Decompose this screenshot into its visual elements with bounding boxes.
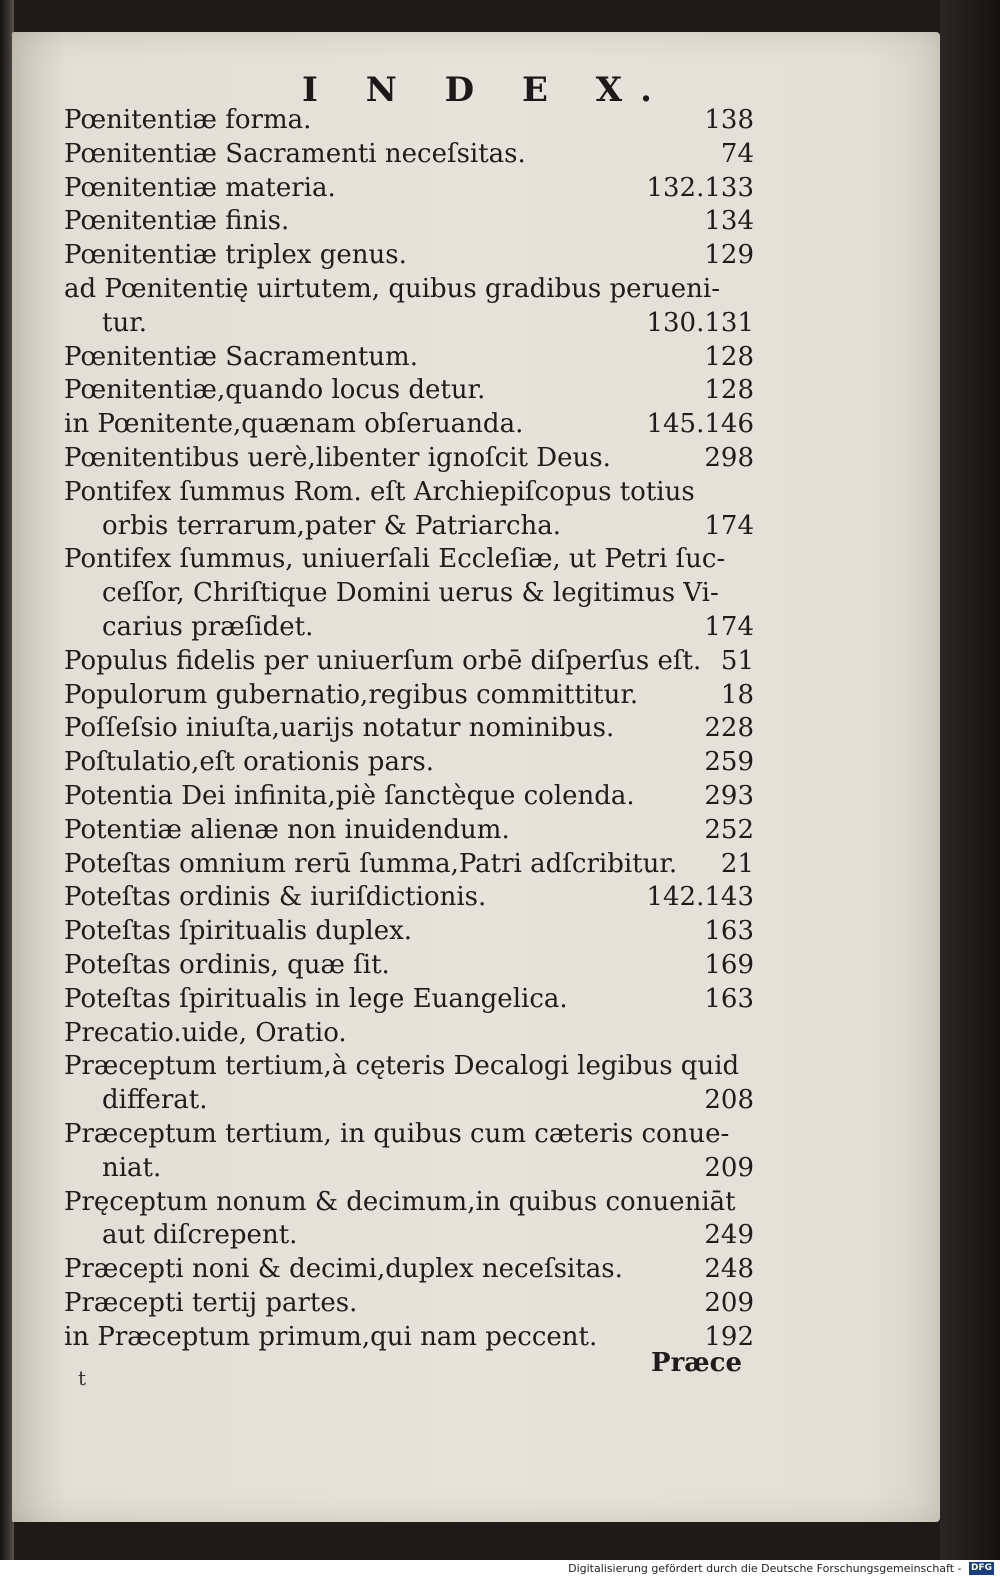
entry-continuation-line <box>64 577 754 611</box>
index-entry <box>64 1253 754 1287</box>
entry-text: Pœnitentiæ,quando locus detur. <box>64 375 486 406</box>
index-entry <box>64 442 754 476</box>
entry-page-number: 128 <box>704 341 754 372</box>
entry-continuation-line <box>64 611 754 645</box>
entry-text: Poteſtas ordinis, quæ ſit. <box>64 949 390 980</box>
index-entry <box>64 374 754 408</box>
signature-mark: t <box>78 1366 87 1390</box>
entry-page-number: 259 <box>704 747 754 778</box>
entry-text: Pœnitentiæ materia. <box>64 172 336 203</box>
index-entry <box>64 780 754 814</box>
entry-text: Poteſtas omnium rerū ſumma,Patri adſcribitur. <box>64 848 678 879</box>
index-entry <box>64 104 754 138</box>
entry-text: in Præceptum primum,qui nam peccent. <box>64 1321 598 1352</box>
entry-page-number: 130.131 <box>646 307 754 338</box>
entry-page-number: 174 <box>704 611 754 642</box>
entry-continuation-line <box>64 307 754 341</box>
entry-text: Precatio.uide, Oratio. <box>64 1017 347 1048</box>
entry-page-number: 21 <box>720 848 754 879</box>
entry-text: Pœnitentiæ finis. <box>64 206 290 237</box>
entry-text: Potentia Dei infinita,piè ſanctèque colenda. <box>64 780 635 811</box>
entry-text: ad Pœnitentię uirtutem, quibus gradibus perueni- <box>64 273 720 304</box>
entry-text: Populorum gubernatio,regibus committitur. <box>64 679 639 710</box>
entry-page-number: 163 <box>704 983 754 1014</box>
entry-text: Potentiæ alienæ non inuidendum. <box>64 814 510 845</box>
entry-text: Poteſtas ſpiritualis in lege Euangelica. <box>64 983 568 1014</box>
index-entry <box>64 205 754 239</box>
index-entry <box>64 1287 754 1321</box>
entry-line <box>64 645 754 679</box>
entry-page-number: 209 <box>704 1152 754 1183</box>
entry-text: orbis terrarum,pater & Patriarcha. <box>102 510 562 541</box>
catchword: Præce <box>651 1348 742 1378</box>
entry-continuation-line <box>64 1219 754 1253</box>
index-entry <box>64 814 754 848</box>
index-entry <box>64 1050 754 1118</box>
entry-line <box>64 679 754 713</box>
entry-text: tur. <box>102 307 148 338</box>
entry-page-number: 293 <box>704 780 754 811</box>
entry-line <box>64 1017 754 1051</box>
entry-page-number: 252 <box>704 814 754 845</box>
index-entry <box>64 172 754 206</box>
entry-page-number: 74 <box>720 138 754 169</box>
entry-text: Præceptum tertium,à cęteris Decalogi legibus quid <box>64 1051 740 1082</box>
entry-page-number: 163 <box>704 916 754 947</box>
entry-text: Pœnitentibus uerè,libenter ignoſcit Deus. <box>64 442 611 473</box>
entry-text: Præcepti noni & decimi,duplex neceſsitas. <box>64 1254 623 1285</box>
entry-line <box>64 915 754 949</box>
entry-line <box>64 1253 754 1287</box>
entry-text: carius præſidet. <box>102 611 314 642</box>
entry-line <box>64 1186 754 1220</box>
entry-line <box>64 746 754 780</box>
index-entry <box>64 848 754 882</box>
entry-text: ceſſor, Chriſtique Domini uerus & legitimus Vi- <box>102 578 719 609</box>
entry-text: Pontifex ſummus Rom. eſt Archiepiſcopus totius <box>64 476 695 507</box>
index-entry <box>64 645 754 679</box>
entry-page-number: 249 <box>704 1220 754 1251</box>
index-entry <box>64 983 754 1017</box>
index-entry <box>64 679 754 713</box>
entry-text: Pœnitentiæ triplex genus. <box>64 240 407 271</box>
index-entry <box>64 915 754 949</box>
entry-line <box>64 814 754 848</box>
entry-text: Pręceptum nonum & decimum,in quibus conueniāt <box>64 1186 736 1217</box>
entry-page-number: 18 <box>720 679 754 710</box>
entry-text: Poteſtas ſpiritualis duplex. <box>64 916 413 947</box>
entry-page-number: 298 <box>704 442 754 473</box>
entry-line <box>64 172 754 206</box>
entry-line <box>64 983 754 1017</box>
entry-page-number: 132.133 <box>646 172 754 203</box>
index-entry <box>64 712 754 746</box>
entry-line <box>64 442 754 476</box>
index-entry <box>64 239 754 273</box>
entry-line <box>64 138 754 172</box>
entry-line <box>64 949 754 983</box>
entry-line <box>64 780 754 814</box>
entry-text: Pœnitentiæ Sacramenti neceſsitas. <box>64 138 526 169</box>
entry-line <box>64 239 754 273</box>
entry-line <box>64 543 754 577</box>
entry-text: aut diſcrepent. <box>102 1220 298 1251</box>
index-entry <box>64 543 754 644</box>
page-heading: I N D E X. <box>302 70 670 110</box>
entry-text: Pœnitentiæ forma. <box>64 105 312 135</box>
index-entry <box>64 746 754 780</box>
entry-page-number: 228 <box>704 713 754 744</box>
index-entry <box>64 273 754 341</box>
entry-line <box>64 273 754 307</box>
entry-continuation-line <box>64 1084 754 1118</box>
entry-text: Populus fidelis per uniuerſum orbē diſperſus eſt. <box>64 645 702 676</box>
entry-continuation-line <box>64 1152 754 1186</box>
index-entry <box>64 1017 754 1051</box>
entry-page-number: 174 <box>704 510 754 541</box>
scan-margin-right <box>940 0 1000 1560</box>
entry-page-number: 192 <box>704 1321 754 1352</box>
entry-line <box>64 712 754 746</box>
entry-line <box>64 848 754 882</box>
entry-line <box>64 104 754 138</box>
entry-page-number: 134 <box>704 206 754 237</box>
entry-text: Poſtulatio,eſt orationis pars. <box>64 747 434 778</box>
entry-page-number: 129 <box>704 240 754 271</box>
entry-text: Præcepti tertij partes. <box>64 1287 358 1318</box>
index-entry <box>64 949 754 983</box>
entry-line <box>64 408 754 442</box>
book-page <box>12 32 940 1522</box>
entry-text: niat. <box>102 1152 162 1183</box>
entry-line <box>64 341 754 375</box>
footer-credit <box>0 1560 1000 1577</box>
entry-continuation-line <box>64 510 754 544</box>
entry-text: Poſſeſsio iniuſta,uarijs notatur nominibus. <box>64 713 615 744</box>
entry-page-number: 128 <box>704 375 754 406</box>
index-entry <box>64 476 754 544</box>
index-entry <box>64 408 754 442</box>
entry-text: Pœnitentiæ Sacramentum. <box>64 341 418 372</box>
entry-page-number: 208 <box>704 1085 754 1116</box>
index-entry <box>64 341 754 375</box>
entry-page-number: 138 <box>704 105 754 135</box>
entry-line <box>64 881 754 915</box>
entry-line <box>64 374 754 408</box>
index-entry <box>64 1118 754 1186</box>
entry-page-number: 51 <box>720 645 754 676</box>
index-entry <box>64 881 754 915</box>
entry-page-number: 248 <box>704 1254 754 1285</box>
entry-line <box>64 1050 754 1084</box>
entry-line <box>64 205 754 239</box>
index-entries <box>64 104 754 1354</box>
entry-page-number: 142.143 <box>646 882 754 913</box>
footer-text: Digitalisierung gefördert durch die Deutsche Forschungsgemeinschaft - <box>568 1562 962 1575</box>
entry-text: in Pœnitente,quænam obſeruanda. <box>64 409 524 440</box>
index-entry <box>64 1186 754 1254</box>
entry-line <box>64 476 754 510</box>
entry-text: Pontifex ſummus, uniuerſali Eccleſiæ, ut Petri ſuc- <box>64 544 726 575</box>
entry-line <box>64 1287 754 1321</box>
index-entry <box>64 138 754 172</box>
dfg-logo: DFG <box>970 1563 992 1573</box>
entry-page-number: 145.146 <box>646 409 754 440</box>
entry-text: Præceptum tertium, in quibus cum cæteris conue- <box>64 1118 730 1149</box>
entry-text: differat. <box>102 1085 208 1116</box>
entry-page-number: 209 <box>704 1287 754 1318</box>
entry-page-number: 169 <box>704 949 754 980</box>
entry-line <box>64 1118 754 1152</box>
entry-text: Poteſtas ordinis & iuriſdictionis. <box>64 882 487 913</box>
